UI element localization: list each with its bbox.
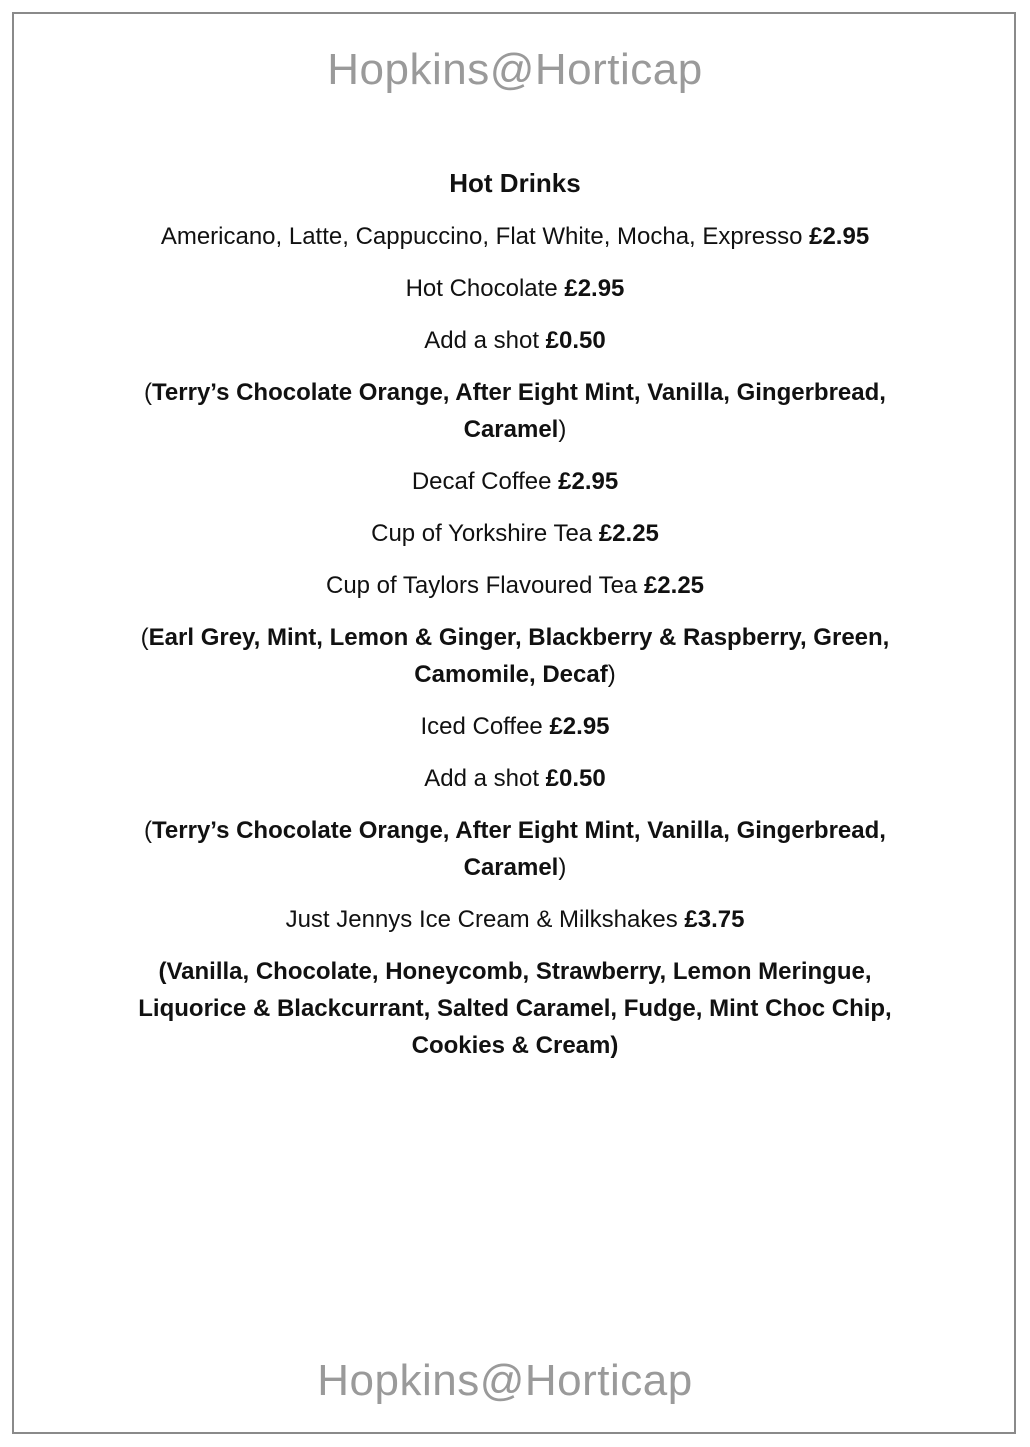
menu-item <box>110 463 920 500</box>
menu-options: (Terry’s Chocolate Orange, After Eight Mint, Vanilla, Gingerbread, Caramel) <box>144 817 886 881</box>
menu-item <box>110 322 920 359</box>
item-name: Cup of Taylors Flavoured Tea <box>325 572 638 599</box>
menu-item <box>110 708 920 745</box>
menu-item <box>110 515 920 552</box>
options-list: Earl Grey, Mint, Lemon & Ginger, Blackberry & Raspberry, Green, Camomile, Decaf <box>148 624 890 688</box>
menu-item <box>110 218 920 255</box>
menu-options: (Terry’s Chocolate Orange, After Eight Mint, Vanilla, Gingerbread, Caramel) <box>144 379 886 443</box>
item-price: £2.95 <box>564 275 625 302</box>
item-name: Decaf Coffee <box>411 468 552 495</box>
item-price: £3.75 <box>684 906 745 933</box>
menu-options: (Earl Grey, Mint, Lemon & Ginger, Blackberry & Raspberry, Green, Camomile, Decaf) <box>140 624 890 688</box>
item-price: £2.95 <box>558 468 619 495</box>
ice-cream-flavours: (Vanilla, Chocolate, Honeycomb, Strawberry, Lemon Meringue, Liquorice & Blackcurrant, Salted Caramel, Fudge, Mint Choc Chip, Cookies & Cream) <box>138 958 892 1059</box>
options-list: Terry’s Chocolate Orange, After Eight Mint, Vanilla, Gingerbread, Caramel <box>152 379 886 443</box>
item-price: £2.25 <box>598 520 659 547</box>
item-name: Add a shot <box>424 327 539 354</box>
item-price: £2.95 <box>549 713 610 740</box>
item-price: £0.50 <box>545 327 606 354</box>
item-price: £2.25 <box>643 572 705 599</box>
menu-item <box>110 270 920 307</box>
item-name: Hot Chocolate <box>405 275 558 302</box>
item-name: Just Jennys Ice Cream & Milkshakes <box>285 906 678 933</box>
item-price: £0.50 <box>545 765 606 792</box>
header-brand: Hopkins@Horticap <box>327 45 703 94</box>
item-name: Americano, Latte, Cappuccino, Flat White, Mocha, Expresso <box>160 223 803 250</box>
menu-title: Hot Drinks <box>449 168 581 198</box>
menu-item <box>110 567 920 604</box>
item-name: Add a shot <box>424 765 539 792</box>
options-list: Terry’s Chocolate Orange, After Eight Mint, Vanilla, Gingerbread, Caramel <box>152 817 886 881</box>
footer-brand: Hopkins@Horticap <box>317 1356 693 1405</box>
menu-item <box>110 760 920 797</box>
menu <box>110 165 920 1079</box>
item-name: Iced Coffee <box>420 713 543 740</box>
item-name: Cup of Yorkshire Tea <box>371 520 593 547</box>
menu-item <box>110 901 920 938</box>
item-price: £2.95 <box>809 223 870 250</box>
